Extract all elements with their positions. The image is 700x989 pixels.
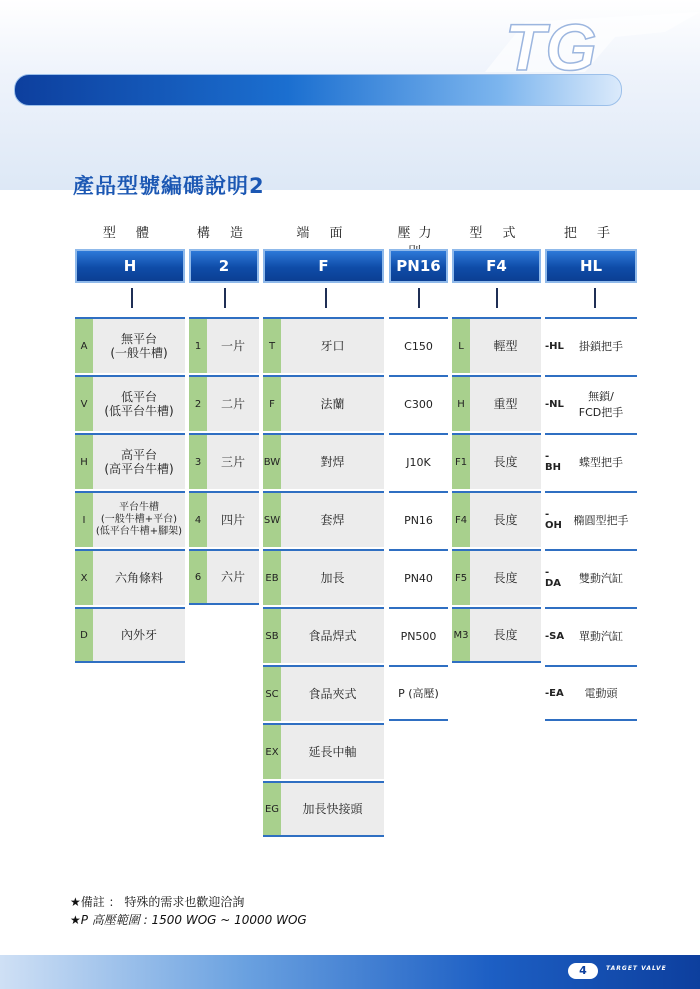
option-row — [75, 549, 185, 605]
note-line: ★P 高壓範圍 : 1500 WOG ~ 10000 WOG — [70, 913, 307, 927]
option-label: 長度 — [470, 609, 541, 661]
code-bar: 2 — [189, 249, 259, 283]
option-row — [545, 665, 637, 721]
option-code: I — [75, 493, 93, 547]
option-code: H — [75, 435, 93, 489]
option-label: 長度 — [470, 493, 541, 547]
option-row — [389, 665, 448, 721]
option-row — [75, 607, 185, 663]
option-label: 六片 — [207, 551, 259, 603]
connector-line — [418, 288, 420, 308]
option-code: -EA — [545, 687, 564, 699]
option-code: F4 — [452, 493, 470, 547]
option-code: V — [75, 377, 93, 431]
option-row — [263, 549, 384, 605]
option-label: 橢圓型把手 — [565, 493, 637, 547]
option-code: F1 — [452, 435, 470, 489]
option-row — [189, 549, 259, 605]
option-label: 長度 — [470, 551, 541, 605]
page-number: 4 — [568, 963, 598, 979]
option-label: 蝶型把手 — [565, 435, 637, 489]
option-label: 食品焊式 — [281, 609, 384, 663]
option-row — [389, 317, 448, 373]
option-row — [545, 433, 637, 489]
option-label: 食品夾式 — [281, 667, 384, 721]
option-label: 輕型 — [470, 319, 541, 373]
option-label: 重型 — [470, 377, 541, 431]
option-row — [389, 433, 448, 489]
page-footer — [0, 955, 700, 989]
option-code: -BH — [545, 451, 561, 473]
option-code: A — [75, 319, 93, 373]
code-bar: H — [75, 249, 185, 283]
option-code: -DA — [545, 567, 562, 589]
option-code: 1 — [189, 319, 207, 373]
option-label: 平台牛槽 (一般牛槽+平台) (低平台牛槽+腳架) — [93, 493, 185, 547]
option-row — [263, 723, 384, 779]
notes — [70, 893, 307, 929]
option-row — [263, 607, 384, 663]
option-row — [452, 317, 541, 373]
option-code: -SA — [545, 630, 565, 642]
option-label: PN16 — [389, 493, 448, 547]
option-row — [263, 433, 384, 489]
svg-text:TG: TG — [505, 10, 597, 82]
column-header: 構 造 — [196, 226, 252, 241]
option-label: J10K — [389, 435, 448, 489]
option-code: 6 — [189, 551, 207, 603]
option-row — [263, 317, 384, 373]
option-code: SC — [263, 667, 281, 721]
option-code: 2 — [189, 377, 207, 431]
option-label: 牙口 — [281, 319, 384, 373]
option-label: PN40 — [389, 551, 448, 605]
option-label: 延長中軸 — [281, 725, 384, 779]
option-code: D — [75, 609, 93, 661]
option-label: 二片 — [207, 377, 259, 431]
option-row — [189, 375, 259, 431]
option-label: 四片 — [207, 493, 259, 547]
option-code: H — [452, 377, 470, 431]
connector-line — [325, 288, 327, 308]
code-bar: HL — [545, 249, 637, 283]
option-row — [452, 549, 541, 605]
option-label: 電動頭 — [565, 667, 637, 719]
option-label: 單動汽缸 — [565, 609, 637, 663]
option-label: 雙動汽缸 — [565, 551, 637, 605]
connector-line — [594, 288, 596, 308]
option-code: EB — [263, 551, 281, 605]
option-row — [452, 375, 541, 431]
option-row — [452, 433, 541, 489]
option-row — [452, 607, 541, 663]
option-code: 4 — [189, 493, 207, 547]
option-label: PN500 — [389, 609, 448, 663]
option-label: 法蘭 — [281, 377, 384, 431]
code-bar: F — [263, 249, 384, 283]
column-header: 把 手 — [563, 226, 619, 241]
option-code: F5 — [452, 551, 470, 605]
code-bar: PN16 — [389, 249, 448, 283]
option-label: 無鎖/ FCD把手 — [565, 377, 637, 431]
connector-line — [224, 288, 226, 308]
option-code: M3 — [452, 609, 470, 661]
option-code: 3 — [189, 435, 207, 489]
option-code: EX — [263, 725, 281, 779]
option-label: 三片 — [207, 435, 259, 489]
tg-logo-icon — [465, 2, 700, 82]
option-row — [545, 317, 637, 373]
option-label: 加長 — [281, 551, 384, 605]
option-row — [389, 491, 448, 547]
option-row — [263, 781, 384, 837]
option-row — [75, 317, 185, 373]
option-code: SW — [263, 493, 281, 547]
option-row — [545, 491, 637, 547]
option-label: C300 — [389, 377, 448, 431]
option-row — [263, 665, 384, 721]
column-header: 端 面 — [296, 226, 351, 241]
option-row — [189, 317, 259, 373]
connector-line — [131, 288, 133, 308]
option-label: C150 — [389, 319, 448, 373]
option-row — [389, 375, 448, 431]
option-label: 加長快接頭 — [281, 783, 384, 835]
option-row — [189, 433, 259, 489]
option-code: -NL — [545, 398, 564, 410]
option-code: -HL — [545, 340, 564, 352]
connector-line — [496, 288, 498, 308]
option-row — [75, 491, 185, 547]
option-row — [263, 375, 384, 431]
option-label: 低平台 (低平台牛槽) — [93, 377, 185, 431]
column-header: 型 式 — [469, 226, 524, 241]
option-row — [545, 607, 637, 663]
option-code: SB — [263, 609, 281, 663]
option-label: 掛鎖把手 — [565, 319, 637, 373]
option-label: P (高壓) — [389, 667, 448, 719]
option-row — [75, 433, 185, 489]
option-label: 對焊 — [281, 435, 384, 489]
option-code: EG — [263, 783, 281, 835]
option-label: 套焊 — [281, 493, 384, 547]
option-label: 內外牙 — [93, 609, 185, 661]
option-label: 長度 — [470, 435, 541, 489]
column-header: 型 體 — [102, 226, 158, 241]
footer-brand: TARGET VALVE — [606, 965, 667, 972]
page-title: 產品型號編碼說明2 — [73, 174, 265, 198]
option-row — [189, 491, 259, 547]
option-label: 高平台 (高平台牛槽) — [93, 435, 185, 489]
option-row — [389, 607, 448, 663]
option-code: T — [263, 319, 281, 373]
option-row — [452, 491, 541, 547]
option-code: X — [75, 551, 93, 605]
option-code: F — [263, 377, 281, 431]
option-row — [75, 375, 185, 431]
option-row — [389, 549, 448, 605]
column-header: 壓力 — [397, 226, 440, 241]
option-label: 無平台 (一般牛槽) — [93, 319, 185, 373]
option-row — [263, 491, 384, 547]
option-label: 一片 — [207, 319, 259, 373]
code-bar: F4 — [452, 249, 541, 283]
option-code: BW — [263, 435, 281, 489]
option-label: 六角條料 — [93, 551, 185, 605]
option-row — [545, 375, 637, 431]
option-row — [545, 549, 637, 605]
option-code: L — [452, 319, 470, 373]
page-header — [0, 0, 700, 190]
note-line: ★備註 ： 特殊的需求也歡迎洽詢 — [70, 895, 245, 909]
option-code: -OH — [545, 509, 562, 531]
